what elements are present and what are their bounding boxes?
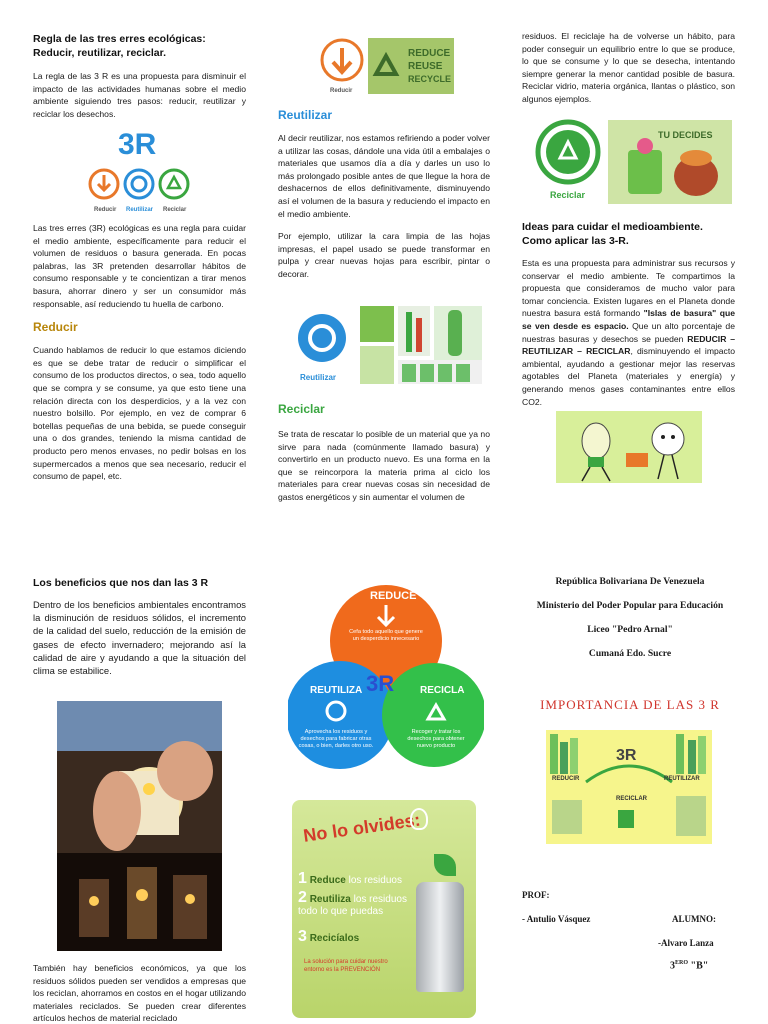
alumno-name: -Alvaro Lanza <box>658 938 714 948</box>
poster-item-1-num: 1 <box>298 870 307 887</box>
cover-title: IMPORTANCIA DE LAS 3 R <box>540 697 720 712</box>
cover-img-3r: 3R <box>616 747 637 764</box>
prof-name: - Antulio Vásquez <box>522 914 591 924</box>
col2 <box>278 108 490 281</box>
tu-decides-image <box>608 120 732 204</box>
reutilizar-heading: Reutilizar <box>278 108 333 122</box>
crushed-can-image <box>416 882 464 992</box>
poster-item-1-bold: Reduce <box>309 875 346 886</box>
reducir-heading: Reducir <box>33 320 78 335</box>
no-lo-olvides-poster <box>292 800 476 1018</box>
rule-heading-1: Regla de las tres erres ecológicas: <box>33 33 206 45</box>
tu-decides-text: TU DECIDES <box>658 130 713 140</box>
venn-reduce-label: REDUCE <box>370 590 417 602</box>
cover-img-reciclar: RECICLAR <box>616 796 647 802</box>
reduce-icon-caption: Reducir <box>330 88 353 94</box>
beneficios-economicos-paragraph: También hay beneficios económicos, ya que los residuos sólidos pueden ser vendidos a empresas que los reciclan, ahorramos en costos en el hogar utilizando materiales reciclados. Se pueden crear diferentes artículos hechos de material reciclado <box>33 963 246 1024</box>
intro-paragraph: La regla de las 3 R es una propuesta para disminuir el impacto de las actividades humanas sobre el medio ambiente siguiendo tres pasos: reducir, reutilizar y reciclar los desechos. <box>33 71 246 119</box>
reutilizar-paragraph-1: Al decir reutilizar, nos estamos refiriendo a poder volver a utilizar las cosas, dándole una vida útil a embalajes o materiales que usamos día a día y darles un uso lo más prolongado posible antes de que llegue la hora de deshacernos de ellos definitivamente, disminuyendo así el volumen de la basura y reduciendo el impacto en el medio ambiente. <box>278 133 490 219</box>
poster-item-3 <box>298 928 359 946</box>
3r-logo-image <box>84 124 194 216</box>
reciclar-heading: Reciclar <box>278 402 325 416</box>
reciclaje-continuation: residuos. El reciclaje ha de volverse un hábito, para poder conseguir un equilibrio entre lo que se produce, lo que se consume y lo que se desecha, intentando siempre generar la menor cantidad posible de basura. Reciclar vidrio, materia orgánica, llantas o plástico, son algunos ejemplos. <box>522 31 735 104</box>
col4-economic <box>33 962 246 1024</box>
col4 <box>33 576 246 677</box>
beneficios-paragraph: Dentro de los beneficios ambientales encontramos la disminución de residuos sólidos, el incremento de la calidad del suelo, reducción de la emisión de gases de efecto invernadero; mejorando así la calidad de aire y ayudando a que la situación del clima se estabilice. <box>33 599 246 677</box>
sign-line-1: REDUCE <box>408 48 451 59</box>
poster-footer: La solución para cuidar nuestro entorno es la PREVENCIÓN <box>304 959 388 973</box>
cartoon-bulb-image <box>556 411 702 483</box>
col1-body <box>33 222 246 483</box>
rule-heading-2: Reducir, reutilizar, reciclar. <box>33 47 167 59</box>
prof-label: PROF: <box>522 890 550 900</box>
poster-item-2-bold: Reutiliza <box>309 894 351 905</box>
3r-logo-text: 3R <box>118 128 157 161</box>
reduce-icon-image <box>318 38 368 96</box>
grade-suffix: ERO <box>675 960 689 966</box>
venn-center-label: 3R <box>366 671 395 696</box>
cover-img-reutilizar: REUTILIZAR <box>664 776 700 782</box>
col3-ideas <box>522 220 735 408</box>
col1 <box>33 32 246 120</box>
reuse-strip-caption: Reutilizar <box>300 373 337 382</box>
sprout-icon <box>434 854 456 876</box>
col3 <box>522 30 735 106</box>
logo-caption-reduce: Reducir <box>94 207 117 213</box>
reutilizar-paragraph-2: Por ejemplo, utilizar la cara limpia de las hojas impresas, el papel usado se puede transformar en pulpa y crear nuevas hojas para escribir, pintar o decorar. <box>278 231 490 279</box>
logo-caption-recycle: Reciclar <box>163 207 187 213</box>
ideas-heading-1: Ideas para cuidar el medioambiente. <box>522 221 703 233</box>
three-r-paragraph: Las tres erres (3R) ecológicas es una regla para cuidar el medio ambiente, específicamente para reducir el volumen de residuos o basura generada. En pocas palabras, las 3R pretenden desarrollar hábitos de consumo responsable y te concientizan a tirar menos basura, ahorrar dinero y ser un consumidor más responsable, así reduciendo tu huella de carbono. <box>33 223 246 309</box>
logo-caption-reuse: Reutilizar <box>126 207 154 213</box>
ideas-3r-bold: REDUCIR – REUTILIZAR – RECICLAR <box>522 333 735 357</box>
ideas-text-a: Esta es una propuesta para administrar sus recursos y conservar el medio ambiente. Te compartimos la propuesta que consideramos de mucho valor para tomar conciencia. Existen lugares en el Planeta donde nuestra basura está formando <box>522 258 735 319</box>
recycle-icon-caption: Reciclar <box>550 190 586 200</box>
reuse-images-strip <box>288 304 484 386</box>
ideas-paragraph <box>522 257 735 408</box>
sign-line-2: REUSE <box>408 61 443 72</box>
poster-item-2 <box>298 889 408 918</box>
school-line: Liceo "Pedro Arnal" <box>587 624 673 635</box>
ideas-heading-2: Como aplicar las 3-R. <box>522 235 629 247</box>
col2-reciclar <box>278 402 490 504</box>
city-line: Cumaná Edo. Sucre <box>588 648 672 659</box>
reduce-reuse-recycle-sign <box>368 38 454 94</box>
venn-recicla-label: RECICLA <box>420 685 465 696</box>
grade <box>670 960 708 971</box>
country-line: República Bolivariana De Venezuela <box>555 576 705 587</box>
reducir-paragraph: Cuando hablamos de reducir lo que estamos diciendo es que se debe tratar de reducir o simplificar el consumo de los productos directos, o sea, todo aquello que se compra y se consume, ya que esto tiene una relación directa con los desperdicios, y a la vez con nuestro bolsillo. Por ejemplo, en vez de comprar 6 botellas pequeñas de una bebida, se puede conseguir una o dos grandes, teniendo la misma cantidad de producto pero menos envases, no pedir bolsas en los supermercados a menos que sea necesario, reducir el consumo de papel, etc. <box>33 345 246 482</box>
beneficios-heading: Los beneficios que nos dan las 3 R <box>33 577 209 589</box>
venn-reutiliza-desc: Aprovecha los residuos y desechos para fabricar otras cosas, o bien, darles otro uso. <box>298 729 374 749</box>
poster-item-1 <box>298 870 402 888</box>
poster-item-2-rest: los residuos todo lo que puedas <box>298 894 407 917</box>
poster-item-1-rest: los residuos <box>345 875 402 886</box>
venn-reutiliza-label: REUTILIZA <box>310 685 363 696</box>
venn-reduce-desc: Cefa todo aquello que genere un desperdicio innecesario <box>349 629 423 642</box>
candle-jar-photo <box>57 701 222 951</box>
reciclar-paragraph: Se trata de rescatar lo posible de un material que ya no sirve para nada (comúnmente llamado basura) y convertirlo en un producto nuevo. Es una forma en la que se reincorpora la materia prima al ciclo los materiales para crear nuevas cosas sin necesidad de gastos energéticos y sin aumentar el volumen de <box>278 429 490 502</box>
ministry-line: Ministerio del Poder Popular para Educación <box>536 600 724 611</box>
sign-line-3: RECYCLE <box>408 74 452 84</box>
venn-recicla-desc: Recoger y tratar los desechos para obtener nuevo producto <box>407 729 465 749</box>
ideas-text-b: Que un alto porcentaje de nuestras basuras y desechos se pueden <box>522 320 735 344</box>
poster-item-3-bold: Recicíalos <box>309 933 360 944</box>
cover-img-reducir: REDUCIR <box>552 776 580 782</box>
poster-item-3-num: 3 <box>298 928 307 945</box>
3r-venn-diagram <box>288 585 484 777</box>
ideas-islands-bold: "Islas de basura" que se ven desde es espacio. <box>522 308 735 331</box>
poster-item-2-num: 2 <box>298 889 307 906</box>
recycle-icon-image <box>530 116 608 202</box>
lightbulb-icon <box>410 808 428 830</box>
poster-title: No lo olvides: <box>302 809 422 846</box>
cover-3r-image <box>546 730 712 844</box>
grade-number: 3 <box>670 960 675 972</box>
cover-header <box>520 576 740 659</box>
ideas-text-c: , disminuyendo el impacto ambiental, ayudando a gestionar mejor las reservas agotables del Planeta (materiales y energía) y generando menos gases contaminantes entre ellos CO2. <box>522 346 735 407</box>
alumno-label: ALUMNO: <box>672 914 716 924</box>
grade-section: "B" <box>690 960 709 972</box>
